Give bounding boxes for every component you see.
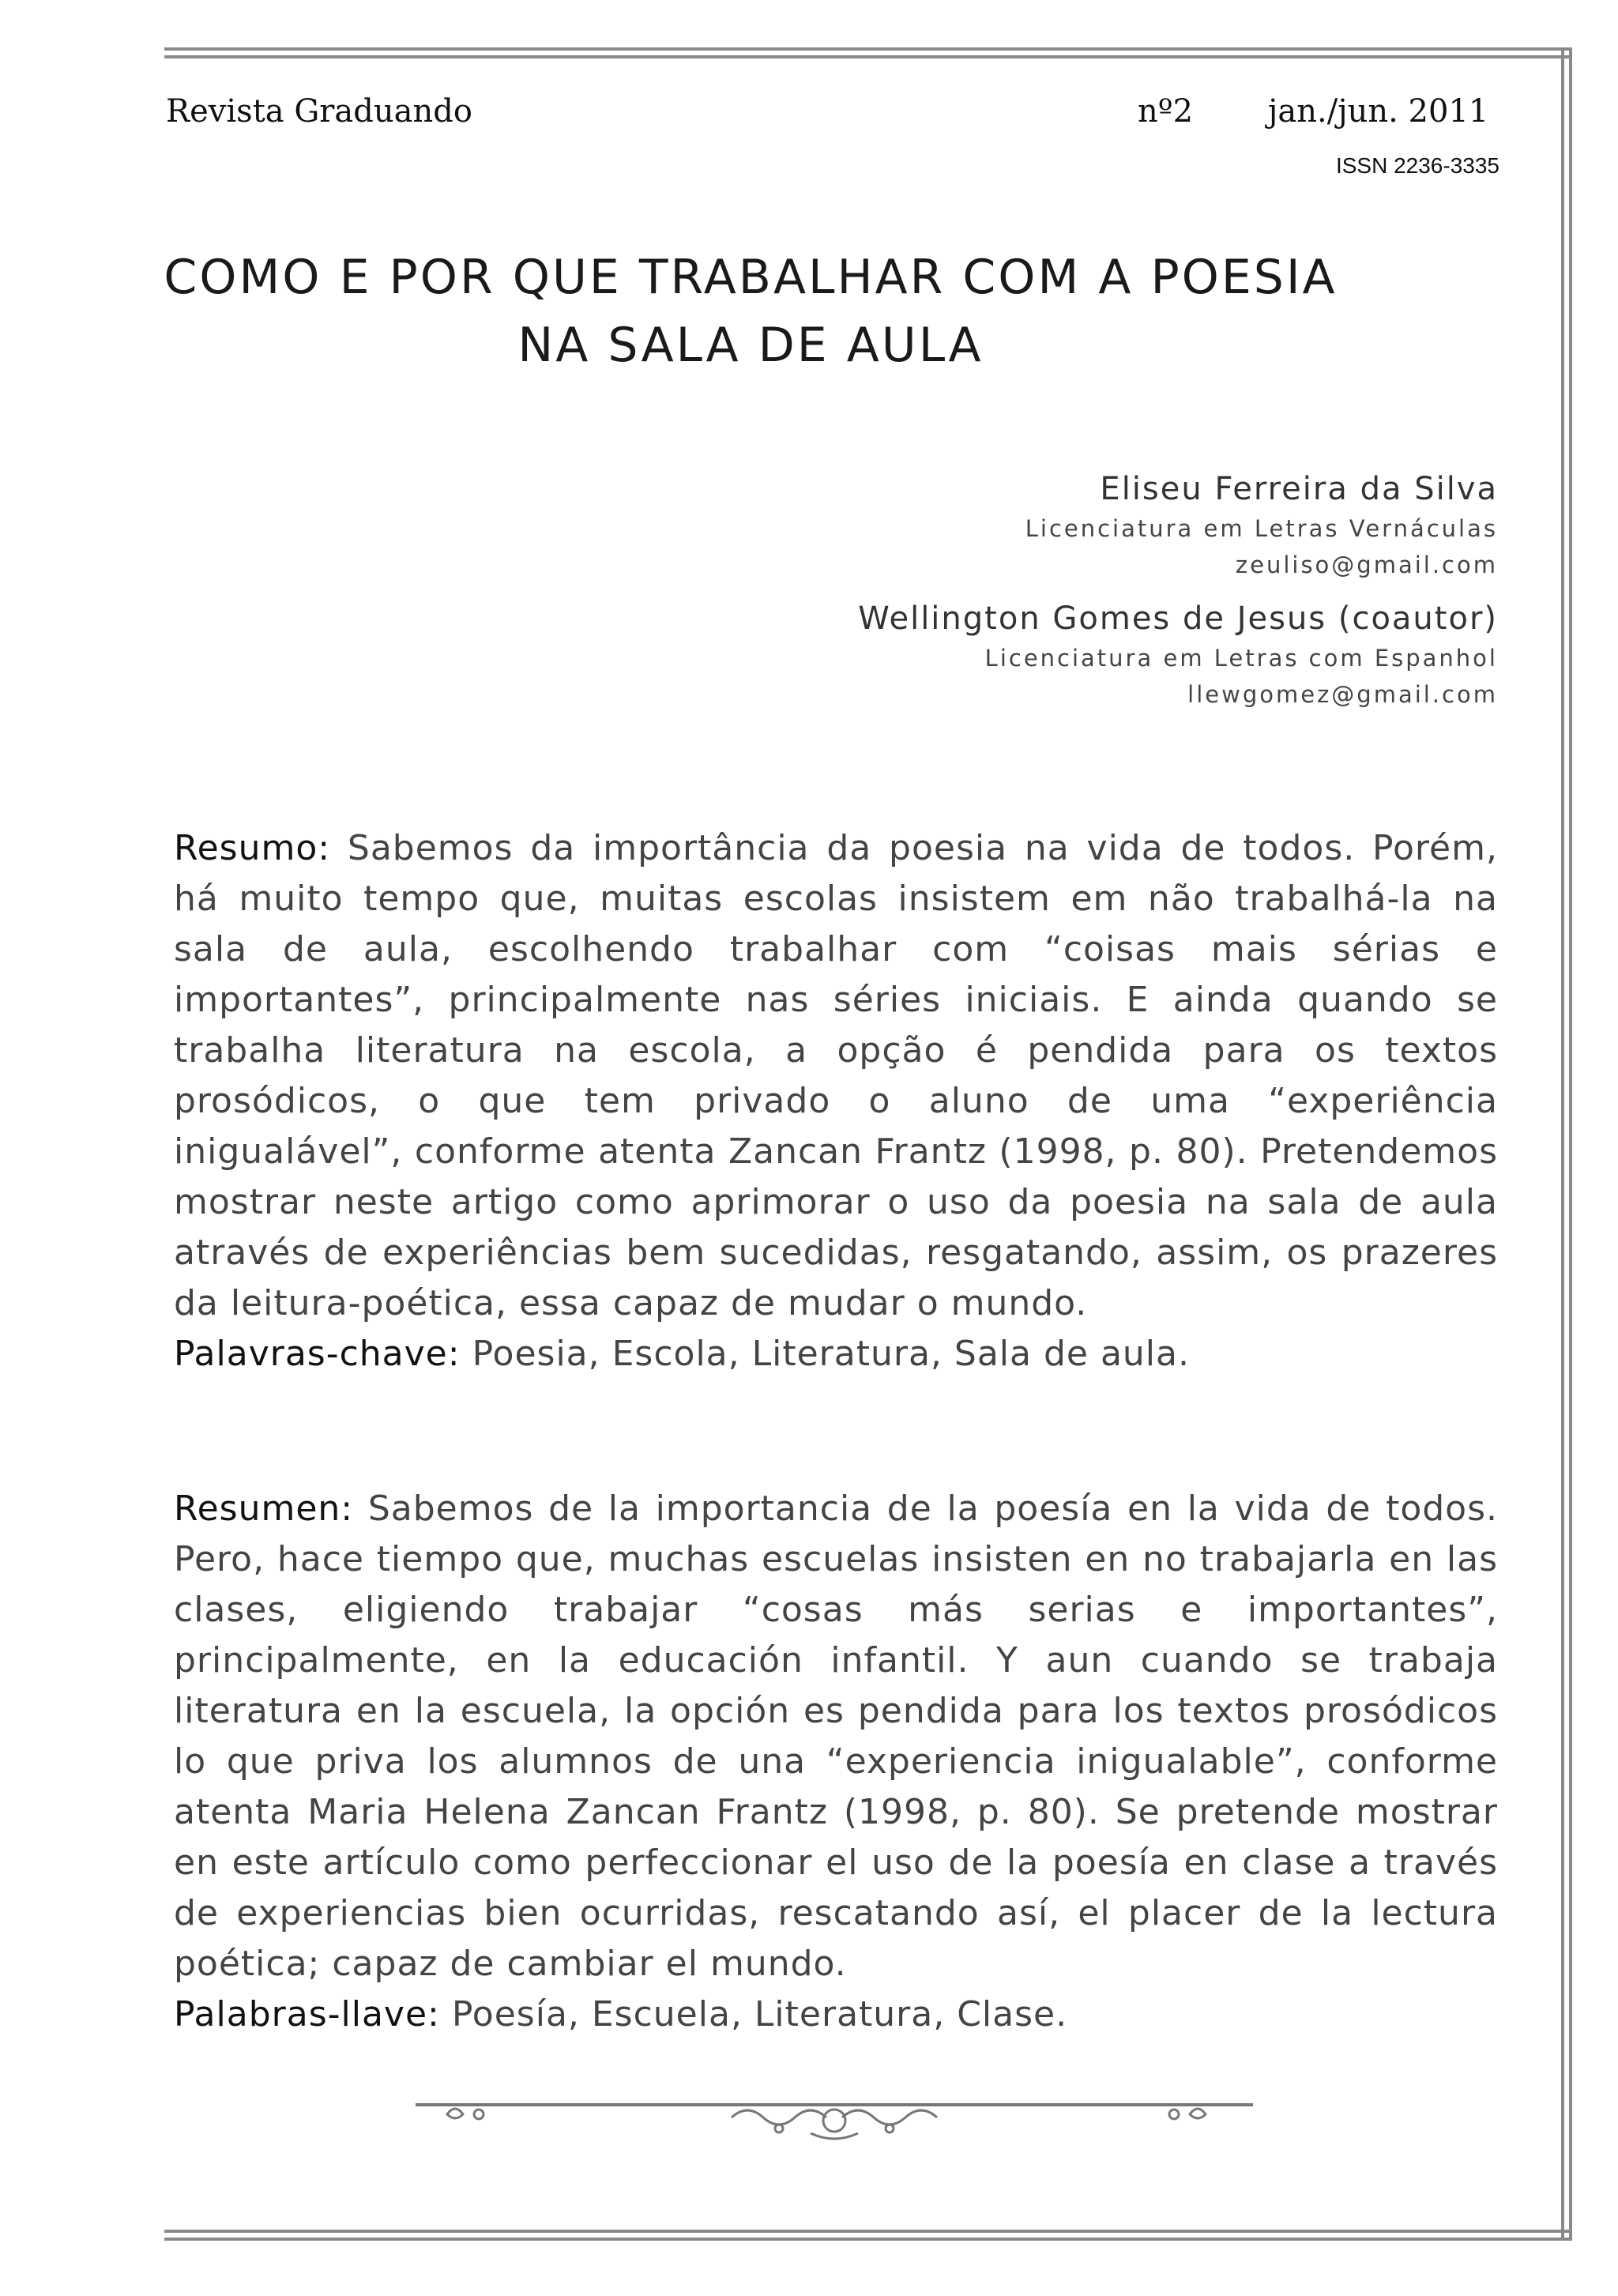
palabras: Poesía, Escuela, Literatura, Clase. — [451, 1994, 1068, 2034]
coauthor-course: Licenciatura em Letras com Espanhol — [984, 645, 1498, 672]
palabras-label: Palabras-llave: — [174, 1994, 440, 2034]
journal-name: Revista Graduando — [166, 93, 472, 130]
page-frame-right — [1561, 47, 1572, 2241]
keywords-label: Palavras-chave: — [174, 1334, 461, 1374]
coauthor-name: Wellington Gomes de Jesus (coautor) — [858, 600, 1498, 637]
author-block — [708, 468, 1498, 713]
issue-number: nº2 — [1138, 93, 1194, 130]
issn: ISSN 2236-3335 — [1335, 153, 1499, 178]
abstract-spanish — [174, 1484, 1498, 2040]
abstract-portuguese — [174, 823, 1498, 1379]
abstract-text: Sabemos da importância da poesia na vida de todos. Porém, há muito tempo que, muitas escolas insistem em não trabalhá-la na sala de aula, escolhendo trabalhar com “coisas mais sérias e importantes”, principalmente nas séries iniciais. E ainda quando se trabalha literatura na escola, a opção é pendida para os textos prosódicos, o que tem privado o aluno de uma “experiência inigualável”, conforme atenta Zancan Frantz (1998, p. 80). Pretendemos mostrar neste artigo como aprimorar o uso da poesia na sala de aula através de experiências bem sucedidas, resgatando, assim, os prazeres da leitura-poética, essa capaz de mudar o mundo. — [174, 828, 1498, 1323]
ornament-divider-icon — [416, 2094, 1253, 2141]
abstract-label: Resumo: — [174, 828, 331, 868]
resumen-label: Resumen: — [174, 1489, 354, 1529]
coauthor-email: llewgomez@gmail.com — [1187, 681, 1498, 708]
page-frame-bottom — [164, 2230, 1572, 2241]
article-title: COMO E POR QUE TRABALHAR COM A POESIA NA SALA DE AULA — [164, 250, 1338, 373]
author-email: zeuliso@gmail.com — [1235, 551, 1498, 578]
page-frame-top — [164, 47, 1572, 58]
resumen-text: Sabemos de la importancia de la poesía en la vida de todos. Pero, hace tiempo que, muchas escuelas insisten en no trabajarla en las clases, eligiendo trabajar “cosas más serias e importantes”, principalmente, en la educación infantil. Y aun cuando se trabaja literatura en la escuela, la opción es pendida para los textos prosódicos lo que priva los alumnos de una “experiencia inigualable”, conforme atenta Maria Helena Zancan Frantz (1998, p. 80). Se pretende mostrar en este artículo como perfeccionar el uso de la poesía en clase a través de experiencias bien ocurridas, rescatando así, el placer de la lectura poética; capaz de cambiar el mundo. — [174, 1489, 1498, 1984]
issue-date: jan./jun. 2011 — [1268, 93, 1489, 130]
keywords: Poesia, Escola, Literatura, Sala de aula. — [472, 1334, 1190, 1374]
author-name: Eliseu Ferreira da Silva — [1100, 471, 1498, 507]
author-course: Licenciatura em Letras Vernáculas — [1025, 515, 1498, 542]
